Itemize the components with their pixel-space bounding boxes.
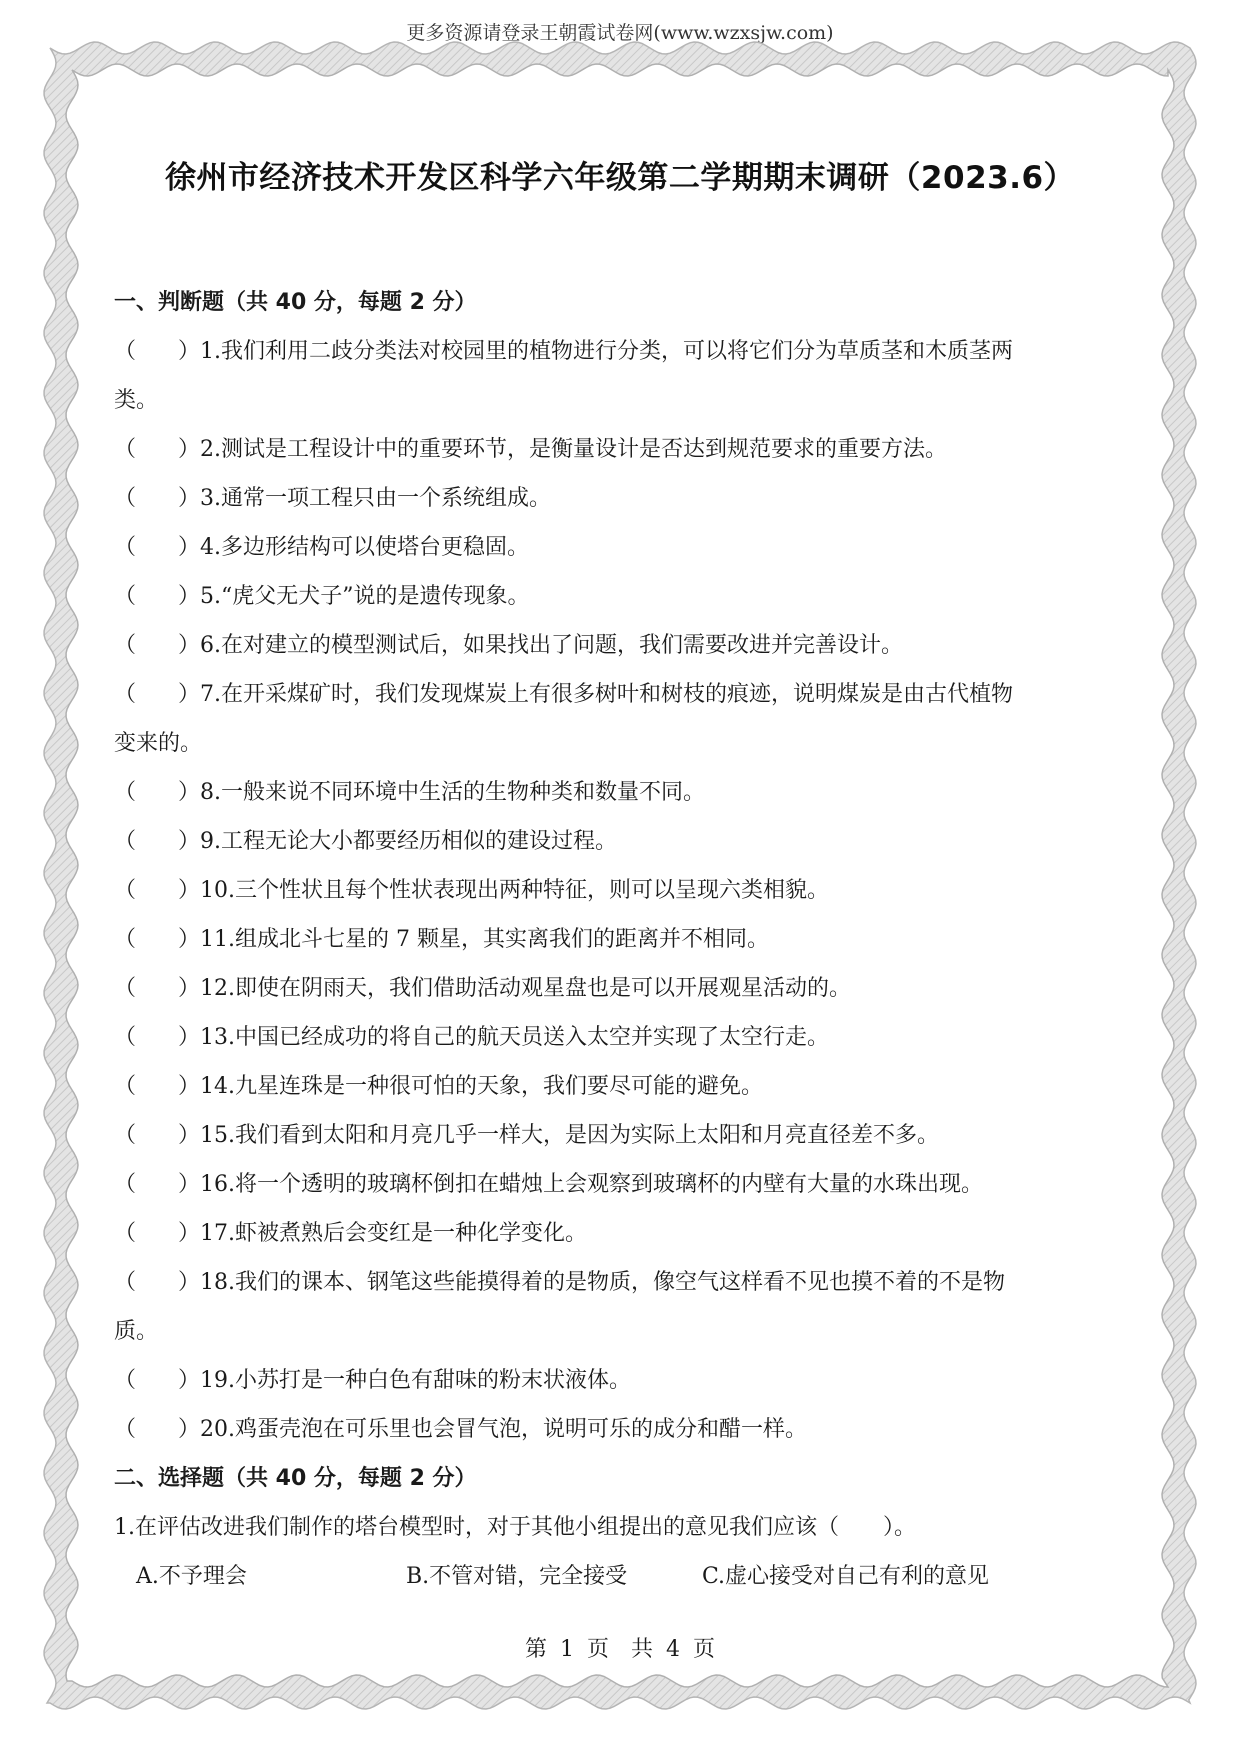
statement-text: 5.“虎父无犬子”说的是遗传现象。: [200, 584, 530, 609]
answer-blank: （ ）: [114, 1270, 200, 1295]
option-a: A.不予理会: [136, 1564, 247, 1589]
list-item: [114, 1111, 1130, 1160]
answer-blank: （ ）: [114, 1025, 200, 1050]
answer-blank: （ ）: [114, 878, 200, 903]
answer-blank: （ ）: [114, 927, 200, 952]
answer-blank: （ ）: [114, 486, 200, 511]
answer-blank: （ ）: [114, 976, 200, 1001]
list-item: [114, 866, 1130, 915]
statement-text: 3.通常一项工程只由一个系统组成。: [200, 486, 551, 511]
statement-text: 6.在对建立的模型测试后，如果找出了问题，我们需要改进并完善设计。: [200, 633, 903, 658]
answer-blank: （ ）: [114, 1172, 200, 1197]
list-item: [114, 523, 1130, 572]
true-false-list: [114, 327, 1130, 1454]
answer-blank: （ ）: [114, 535, 200, 560]
statement-text: 19.小苏打是一种白色有甜味的粉末状液体。: [200, 1368, 631, 1393]
answer-blank: （ ）: [114, 633, 200, 658]
statement-continuation: 质。: [114, 1319, 159, 1344]
answer-blank: （ ）: [114, 780, 200, 805]
list-item: [114, 1209, 1130, 1258]
answer-blank: （ ）: [114, 682, 200, 707]
statement-text: 13.中国已经成功的将自己的航天员送入太空并实现了太空行走。: [200, 1025, 829, 1050]
section-heading-multiple-choice: 二、选择题（共 40 分，每题 2 分）: [114, 1466, 477, 1491]
statement-text: 11.组成北斗七星的 7 颗星，其实离我们的距离并不相同。: [200, 927, 769, 952]
answer-blank: （ ）: [114, 1074, 200, 1099]
answer-blank: （ ）: [114, 1417, 200, 1442]
page-footer: 第 1 页 共 4 页: [525, 1637, 715, 1662]
page-title: 徐州市经济技术开发区科学六年级第二学期期末调研（2023.6）: [164, 160, 1076, 196]
statement-text: 2.测试是工程设计中的重要环节，是衡量设计是否达到规范要求的重要方法。: [200, 437, 947, 462]
answer-blank: （ ）: [114, 1368, 200, 1393]
list-item: [114, 817, 1130, 866]
statement-text: 20.鸡蛋壳泡在可乐里也会冒气泡，说明可乐的成分和醋一样。: [200, 1417, 807, 1442]
statement-text: 17.虾被煮熟后会变红是一种化学变化。: [200, 1221, 587, 1246]
section-heading-true-false: 一、判断题（共 40 分，每题 2 分）: [114, 290, 477, 315]
answer-options: [114, 1552, 1130, 1601]
source-banner: 更多资源请登录王朝霞试卷网(www.wzxsjw.com): [406, 22, 834, 44]
statement-continuation: 类。: [114, 388, 159, 413]
list-item: [114, 1160, 1130, 1209]
answer-blank: （ ）: [114, 1123, 200, 1148]
statement-text: 10.三个性状且每个性状表现出两种特征，则可以呈现六类相貌。: [200, 878, 829, 903]
list-item: [114, 1062, 1130, 1111]
answer-blank: （ ）: [114, 339, 200, 364]
list-item: [114, 670, 1130, 719]
option-b: B.不管对错，完全接受: [406, 1564, 628, 1589]
list-item: [114, 768, 1130, 817]
statement-text: 9.工程无论大小都要经历相似的建设过程。: [200, 829, 617, 854]
list-item: [114, 425, 1130, 474]
list-item: [114, 1013, 1130, 1062]
list-item: [114, 915, 1130, 964]
answer-blank: （ ）: [114, 437, 200, 462]
question-text: 1.在评估改进我们制作的塔台模型时，对于其他小组提出的意见我们应该（ ）。: [114, 1515, 916, 1540]
statement-continuation: 变来的。: [114, 731, 203, 756]
list-item: [114, 572, 1130, 621]
statement-text: 14.九星连珠是一种很可怕的天象，我们要尽可能的避免。: [200, 1074, 763, 1099]
statement-text: 12.即使在阴雨天，我们借助活动观星盘也是可以开展观星活动的。: [200, 976, 851, 1001]
statement-text: 16.将一个透明的玻璃杯倒扣在蜡烛上会观察到玻璃杯的内壁有大量的水珠出现。: [200, 1172, 983, 1197]
list-item: [114, 1258, 1130, 1307]
list-item: [114, 1405, 1130, 1454]
list-item: [114, 327, 1130, 376]
list-item: [114, 621, 1130, 670]
list-item: [114, 964, 1130, 1013]
statement-text: 8.一般来说不同环境中生活的生物种类和数量不同。: [200, 780, 705, 805]
list-item: [114, 474, 1130, 523]
answer-blank: （ ）: [114, 584, 200, 609]
list-item: [114, 1356, 1130, 1405]
option-c: C.虚心接受对自己有利的意见: [702, 1564, 990, 1589]
statement-text: 18.我们的课本、钢笔这些能摸得着的是物质，像空气这样看不见也摸不着的不是物: [200, 1270, 1005, 1295]
statement-text: 7.在开采煤矿时，我们发现煤炭上有很多树叶和树枝的痕迹，说明煤炭是由古代植物: [200, 682, 1013, 707]
exam-content: [114, 278, 1130, 1601]
statement-text: 15.我们看到太阳和月亮几乎一样大，是因为实际上太阳和月亮直径差不多。: [200, 1123, 939, 1148]
answer-blank: （ ）: [114, 829, 200, 854]
statement-text: 1.我们利用二歧分类法对校园里的植物进行分类，可以将它们分为草质茎和木质茎两: [200, 339, 1013, 364]
answer-blank: （ ）: [114, 1221, 200, 1246]
statement-text: 4.多边形结构可以使塔台更稳固。: [200, 535, 529, 560]
